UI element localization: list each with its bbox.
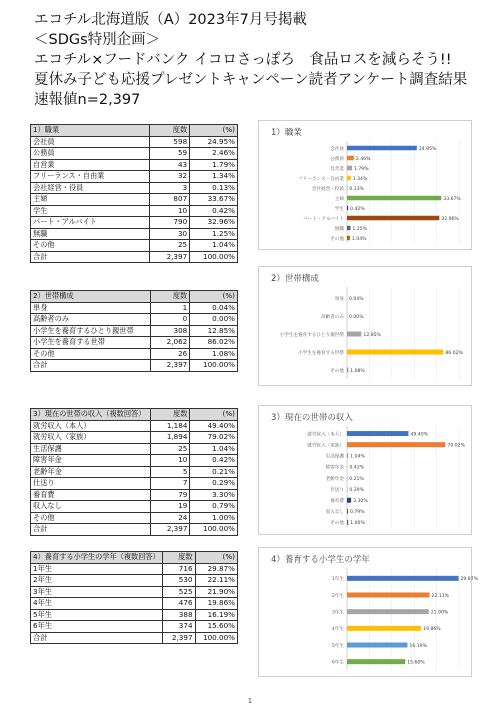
category-tick-label: パート・アルバイト [303,216,344,222]
chart-plot [259,406,473,536]
row-count: 388 [162,609,195,621]
row-percent: 1.04% [190,240,238,252]
row-count: 10 [150,205,190,217]
row-count: 0 [150,314,190,326]
row-label: 障害年金 [31,455,151,467]
data-label: 1.25% [352,226,368,232]
bar [347,626,421,631]
category-tick-label: 障害年金 [325,465,344,471]
chart-title: 1）職業 [271,128,302,138]
percent-column-header: (%) [190,409,238,421]
row-label: その他 [31,512,151,524]
data-label: 22.11% [431,593,450,599]
data-label: 1.00% [350,521,365,527]
row-count: 530 [162,575,195,587]
table-row [31,598,238,610]
table-row [31,524,238,536]
row-count: 2,397 [150,251,190,263]
bar [347,196,441,201]
table-row [31,240,238,252]
category-tick-label: 会社経営・役員 [311,186,344,192]
percent-column-header: (%) [190,125,238,137]
category-tick-label: 2年生 [331,593,344,599]
table-row [31,432,238,444]
row-percent: 0.79% [190,501,238,513]
table-row [31,563,238,575]
row-label: 合計 [31,360,151,372]
table-row [31,302,238,314]
row-percent: 15.60% [195,621,237,633]
row-percent: 0.04% [190,302,238,314]
row-label: 生活保護 [31,443,151,455]
row-label: 養育費 [31,489,151,501]
row-percent: 0.29% [190,478,238,490]
row-count: 790 [150,217,190,229]
row-label: 2年生 [31,575,163,587]
row-percent: 21.90% [195,586,237,598]
count-column-header: 度数 [150,291,190,303]
row-label: 6年生 [31,621,163,633]
category-tick-label: 会社員 [330,146,344,152]
row-percent: 32.96% [190,217,238,229]
table-row [31,136,238,148]
category-tick-label: その他 [330,521,344,527]
row-percent: 0.42% [190,205,238,217]
bar [347,176,351,181]
row-count: 1,894 [150,432,189,444]
row-percent: 1.25% [190,228,238,240]
table-row [31,501,238,513]
row-percent: 1.00% [190,512,238,524]
row-label: 会社経営・役員 [31,182,150,194]
row-label: 4年生 [31,598,163,610]
bar [347,520,348,525]
row-percent: 100.00% [190,251,238,263]
table-title: 2）世帯構成 [31,291,151,303]
bar [347,659,405,664]
table-row [31,478,238,490]
household-table [30,290,238,372]
row-percent: 33.67% [190,194,238,206]
category-tick-label: 収入なし [325,510,344,516]
table-header-row [31,291,238,303]
row-label: 小学生を養育するひとり親世帯 [31,325,151,337]
row-percent: 29.87% [195,563,237,575]
row-percent: 1.08% [190,348,238,360]
row-count: 598 [150,136,190,148]
row-label: 高齢者のみ [31,314,151,326]
data-label: 0.04% [349,296,364,302]
row-label: 5年生 [31,609,163,621]
row-label: 3年生 [31,586,163,598]
table-row [31,205,238,217]
bar [347,593,430,598]
data-label: 1.04% [351,236,367,242]
row-label: 単身 [31,302,151,314]
table-row [31,228,238,240]
header-line-3: エコチル×フードバンク イコロさっぽろ 食品ロスを減らそう!! [34,52,452,68]
row-percent: 0.13% [190,182,238,194]
table-header-row [31,125,238,137]
header-line-1: エコチル北海道版（A）2023年7月号掲載 [34,12,307,28]
data-label: 21.90% [430,610,449,616]
data-label: 0.42% [350,206,365,212]
data-label: 1.08% [350,368,365,374]
table-row [31,314,238,326]
table-row [31,443,238,455]
row-label: 就労収入（家族） [31,432,151,444]
table-title: 4）養育する小学生の学年（複数回答） [31,552,163,564]
category-tick-label: 5年生 [331,643,344,649]
bar [347,576,459,581]
row-count: 1,184 [150,420,189,432]
row-count: 19 [150,501,189,513]
category-tick-label: 生活保護 [325,454,344,460]
row-label: 自営業 [31,159,150,171]
row-percent: 100.00% [190,524,238,536]
bar [347,509,348,514]
row-count: 79 [150,489,189,501]
data-label: 49.40% [410,432,429,438]
row-percent: 3.30% [190,489,238,501]
header-line-4: 夏休み子ども応援プレゼントキャンペーン読者アンケート調査結果 [34,72,468,88]
row-percent: 22.11% [195,575,237,587]
bar [347,226,351,231]
category-tick-label: 学生 [334,206,344,212]
grade-table [30,551,238,644]
row-count: 25 [150,240,190,252]
row-label: 主婦 [31,194,150,206]
row-label: 合計 [31,251,150,263]
chart-plot [259,267,473,387]
bar [347,431,408,436]
table-row [31,337,238,349]
table-row [31,217,238,229]
row-count: 374 [162,621,195,633]
row-percent: 12.85% [190,325,238,337]
category-tick-label: 老齢年金 [325,476,344,482]
count-column-header: 度数 [150,409,189,421]
table-header-row [31,552,238,564]
category-tick-label: 6年生 [331,660,344,666]
table-row [31,512,238,524]
data-label: 16.19% [409,643,427,649]
row-percent: 24.95% [190,136,238,148]
row-count: 2,397 [150,360,190,372]
chart-title: 3）現在の世帯の収入 [271,413,353,423]
row-percent: 86.02% [190,337,238,349]
row-percent: 1.04% [190,443,238,455]
percent-column-header: (%) [195,552,237,564]
table-row [31,609,238,621]
row-count: 1 [150,302,190,314]
bar [347,368,348,373]
row-count: 3 [150,182,190,194]
row-count: 26 [150,348,190,360]
bar [347,609,429,614]
bar [347,350,443,355]
grade-chart [258,547,479,677]
row-percent: 2.46% [190,148,238,160]
row-count: 43 [150,159,190,171]
row-label: 合計 [31,632,163,644]
row-count: 807 [150,194,190,206]
row-count: 2,062 [150,337,190,349]
row-label: パート・アルバイト [31,217,150,229]
category-tick-label: 養育費 [330,499,344,505]
row-count: 308 [150,325,190,337]
row-percent: 1.79% [190,159,238,171]
data-label: 12.85% [363,332,381,338]
data-label: 0.00% [349,314,364,320]
bar [347,453,348,458]
chart-title: 4）養育する小学生の学年 [271,555,370,565]
report-header [34,10,484,110]
category-tick-label: 就労収入（家族） [307,443,344,449]
header-line-5: 速報値n=2,397 [34,92,141,108]
row-count: 7 [150,478,189,490]
row-label: 小学生を養育する世帯 [31,337,151,349]
table-row [31,251,238,263]
household-chart [258,266,472,386]
data-label: 0.21% [349,476,364,482]
row-label: 収入なし [31,501,151,513]
row-label: 会社員 [31,136,150,148]
row-label: その他 [31,240,150,252]
table-row [31,489,238,501]
bar [347,156,354,161]
data-label: 0.13% [349,186,364,192]
row-count: 32 [150,171,190,183]
row-label: フリーランス・自由業 [31,171,150,183]
data-label: 0.42% [349,465,365,471]
category-tick-label: その他 [330,236,344,242]
category-tick-label: 就労収入（本人） [307,432,344,438]
bar [347,442,445,447]
row-percent: 100.00% [195,632,237,644]
category-tick-label: フリーランス・自由業 [298,176,344,182]
table-title: 1）職業 [31,125,150,137]
row-percent: 0.00% [190,314,238,326]
chart-plot [259,121,473,251]
table-row [31,148,238,160]
table-title: 3）現在の世帯の収入（複数回答） [31,409,151,421]
category-tick-label: 無職 [334,226,344,232]
table-row [31,325,238,337]
row-count: 25 [150,443,189,455]
row-label: 仕送り [31,478,151,490]
row-percent: 79.02% [190,432,238,444]
count-column-header: 度数 [150,125,190,137]
income-chart [258,405,472,535]
table-row [31,621,238,633]
row-percent: 16.19% [195,609,237,621]
bar [347,206,348,211]
table-header-row [31,409,238,421]
data-label: 32.96% [441,216,459,222]
chart-plot [259,548,479,678]
bar [347,216,439,221]
page-number: 1 [247,697,253,705]
percent-column-header: (%) [190,291,238,303]
category-tick-label: 単身 [334,296,344,302]
row-count: 30 [150,228,190,240]
bar [347,146,417,151]
data-label: 3.30% [353,499,368,505]
table-row [31,586,238,598]
table-row [31,360,238,372]
table-row [31,632,238,644]
category-tick-label: 主婦 [334,196,344,202]
row-label: 老齢年金 [31,466,151,478]
table-row [31,159,238,171]
occupation-chart [258,120,472,250]
bar [347,166,352,171]
bar [347,643,407,648]
category-tick-label: 3年生 [331,610,344,616]
count-column-header: 度数 [162,552,195,564]
table-row [31,194,238,206]
data-label: 86.02% [445,350,463,356]
table-row [31,466,238,478]
row-percent: 19.86% [195,598,237,610]
bar [347,236,350,241]
row-percent: 100.00% [190,360,238,372]
category-tick-label: 小学生を養育する世帯 [298,350,344,356]
data-label: 1.04% [350,454,365,460]
table-row [31,171,238,183]
table-row [31,575,238,587]
data-label: 15.60% [407,660,425,666]
data-label: 29.87% [460,577,479,583]
row-label: 無職 [31,228,150,240]
table-row [31,348,238,360]
row-percent: 0.21% [190,466,238,478]
data-label: 2.46% [355,156,371,162]
category-tick-label: その他 [330,368,344,374]
row-count: 525 [162,586,195,598]
row-label: 公務員 [31,148,150,160]
data-label: 19.86% [423,627,441,633]
data-label: 24.95% [418,146,437,152]
data-label: 1.79% [354,166,369,172]
category-tick-label: 公務員 [330,156,344,162]
header-line-2: ＜SDGs特別企画＞ [34,32,161,48]
bar [347,464,348,469]
data-label: 79.02% [447,443,465,449]
row-count: 59 [150,148,190,160]
data-label: 0.79% [349,510,365,516]
bar [347,332,361,337]
table-row [31,455,238,467]
row-count: 10 [150,455,189,467]
occupation-table [30,124,238,263]
category-tick-label: 自営業 [330,166,344,172]
row-label: その他 [31,348,151,360]
row-count: 476 [162,598,195,610]
table-row [31,420,238,432]
row-percent: 49.40% [190,420,238,432]
row-count: 2,397 [162,632,195,644]
table-row [31,182,238,194]
category-tick-label: 小学生を養育するひとり親世帯 [279,332,344,338]
data-label: 33.67% [443,196,461,202]
row-count: 716 [162,563,195,575]
category-tick-label: 仕送り [330,487,344,493]
data-label: 0.29% [349,487,364,493]
row-label: 就労収入（本人） [31,420,151,432]
row-label: 合計 [31,524,151,536]
row-count: 5 [150,466,189,478]
data-label: 1.34% [352,176,368,182]
chart-title: 2）世帯構成 [271,274,319,284]
row-count: 2,397 [150,524,189,536]
row-percent: 0.42% [190,455,238,467]
row-percent: 1.34% [190,171,238,183]
bar [347,498,351,503]
row-label: 1年生 [31,563,163,575]
income-table [30,408,238,536]
row-label: 学生 [31,205,150,217]
category-tick-label: 高齢者のみ [321,314,344,320]
category-tick-label: 1年生 [331,577,344,583]
category-tick-label: 4年生 [331,627,344,633]
row-count: 24 [150,512,189,524]
